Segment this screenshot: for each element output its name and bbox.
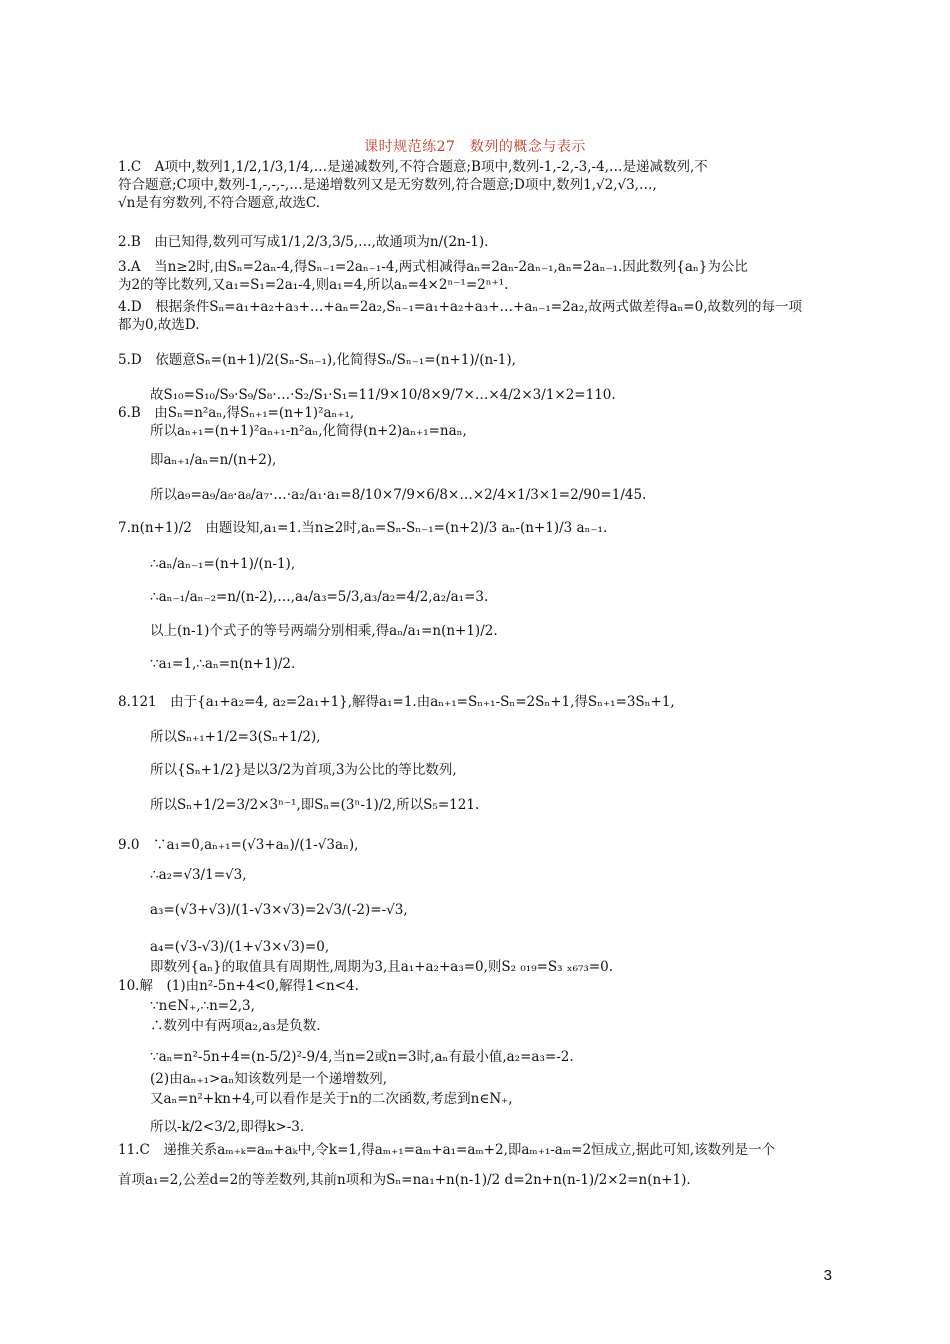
answer-line: 9.0 ∵a₁=0,aₙ₊₁=(√3+aₙ)/(1-√3aₙ), bbox=[118, 837, 359, 853]
answer-line: √n是有穷数列,不符合题意,故选C. bbox=[118, 195, 321, 211]
answer-line: 所以aₙ₊₁=(n+1)²aₙ₊₁-n²aₙ,化简得(n+2)aₙ₊₁=naₙ, bbox=[150, 423, 467, 439]
answer-line: 6.B 由Sₙ=n²aₙ,得Sₙ₊₁=(n+1)²aₙ₊₁, bbox=[118, 405, 355, 421]
answer-line: 又aₙ=n²+kn+4,可以看作是关于n的二次函数,考虑到n∈N₊, bbox=[150, 1091, 513, 1107]
answer-line: 8.121 由于{a₁+a₂=4, a₂=2a₁+1},解得a₁=1.由aₙ₊₁=Sₙ₊₁-Sₙ=2Sₙ+1,得Sₙ₊₁=3Sₙ+1, bbox=[118, 694, 675, 710]
answer-line: 为2的等比数列,又a₁=S₁=2a₁-4,则a₁=4,所以aₙ=4×2ⁿ⁻¹=2ⁿ⁺¹. bbox=[118, 277, 509, 293]
answer-line: a₃=(√3+√3)/(1-√3×√3)=2√3/(-2)=-√3, bbox=[150, 902, 408, 918]
answer-line: 所以Sₙ₊₁+1/2=3(Sₙ+1/2), bbox=[150, 729, 321, 745]
answer-line: ∵aₙ=n²-5n+4=(n-5/2)²-9/4,当n=2或n=3时,aₙ有最小值,a₂=a₃=-2. bbox=[150, 1049, 574, 1065]
answer-line: a₄=(√3-√3)/(1+√3×√3)=0, bbox=[150, 939, 330, 955]
answer-line: 7.n(n+1)/2 由题设知,a₁=1.当n≥2时,aₙ=Sₙ-Sₙ₋₁=(n+2)/3 aₙ-(n+1)/3 aₙ₋₁. bbox=[118, 520, 608, 536]
answer-line: ∵n∈N₊,∴n=2,3, bbox=[150, 998, 255, 1014]
answer-line: 故S₁₀=S₁₀/S₉·S₉/S₈·…·S₂/S₁·S₁=11/9×10/8×9/7×…×4/2×3/1×2=110. bbox=[150, 387, 616, 403]
answer-line: 都为0,故选D. bbox=[118, 317, 200, 333]
answer-line: 所以-k/2<3/2,即得k>-3. bbox=[150, 1119, 305, 1135]
answer-line: 所以{Sₙ+1/2}是以3/2为首项,3为公比的等比数列, bbox=[150, 762, 457, 778]
answer-line: ∴数列中有两项a₂,a₃是负数. bbox=[150, 1018, 321, 1034]
answer-line: ∴aₙ₋₁/aₙ₋₂=n/(n-2),…,a₄/a₃=5/3,a₃/a₂=4/2,a₂/a₁=3. bbox=[150, 589, 489, 605]
answer-line: 即aₙ₊₁/aₙ=n/(n+2), bbox=[150, 452, 277, 468]
answer-line: 1.C A项中,数列1,1/2,1/3,1/4,…是递减数列,不符合题意;B项中,数列-1,-2,-3,-4,…是递减数列,不 bbox=[118, 159, 708, 175]
answer-line: 即数列{aₙ}的取值具有周期性,周期为3,且a₁+a₂+a₃=0,则S₂ ₀₁₉=S₃ ₓ₆₇₃=0. bbox=[150, 959, 614, 975]
answer-line: 4.D 根据条件Sₙ=a₁+a₂+a₃+…+aₙ=2a₂,Sₙ₋₁=a₁+a₂+a₃+…+aₙ₋₁=2a₂,故两式做差得aₙ=0,故数列的每一项 bbox=[118, 299, 802, 315]
answer-line: 2.B 由已知得,数列可写成1/1,2/3,3/5,…,故通项为n/(2n-1). bbox=[118, 234, 489, 250]
page-title: 课时规范练27 数列的概念与表示 bbox=[364, 139, 586, 155]
answer-line: 10.解 (1)由n²-5n+4<0,解得1<n<4. bbox=[118, 978, 359, 994]
answer-line: 所以a₉=a₉/a₈·a₈/a₇·…·a₂/a₁·a₁=8/10×7/9×6/8×…×2/4×1/3×1=2/90=1/45. bbox=[150, 487, 647, 503]
answer-line: 11.C 递推关系aₘ₊ₖ=aₘ+aₖ中,令k=1,得aₘ₊₁=aₘ+a₁=aₘ+2,即aₘ₊₁-aₘ=2恒成立,据此可知,该数列是一个 bbox=[118, 1142, 776, 1158]
answer-line: 首项a₁=2,公差d=2的等差数列,其前n项和为Sₙ=na₁+n(n-1)/2 d=2n+n(n-1)/2×2=n(n+1). bbox=[118, 1172, 691, 1188]
answer-line: ∴aₙ/aₙ₋₁=(n+1)/(n-1), bbox=[150, 556, 296, 572]
page-number: 3 bbox=[823, 1267, 832, 1284]
answer-line: 符合题意;C项中,数列-1,-,-,-,…是递增数列又是无穷数列,符合题意;D项中,数列1,√2,√3,…, bbox=[118, 177, 657, 193]
answer-line: 以上(n-1)个式子的等号两端分别相乘,得aₙ/a₁=n(n+1)/2. bbox=[150, 623, 498, 639]
answer-line: 5.D 依题意Sₙ=(n+1)/2(Sₙ-Sₙ₋₁),化简得Sₙ/Sₙ₋₁=(n+1)/(n-1), bbox=[118, 352, 516, 368]
answer-line: 所以Sₙ+1/2=3/2×3ⁿ⁻¹,即Sₙ=(3ⁿ-1)/2,所以S₅=121. bbox=[150, 797, 480, 813]
answer-line: 3.A 当n≥2时,由Sₙ=2aₙ-4,得Sₙ₋₁=2aₙ₋₁-4,两式相减得aₙ=2aₙ-2aₙ₋₁,aₙ=2aₙ₋₁.因此数列{aₙ}为公比 bbox=[118, 259, 748, 275]
answer-line: ∵a₁=1,∴aₙ=n(n+1)/2. bbox=[150, 656, 296, 672]
answer-line: (2)由aₙ₊₁>aₙ知该数列是一个递增数列, bbox=[150, 1071, 388, 1087]
answer-line: ∴a₂=√3/1=√3, bbox=[150, 867, 247, 883]
